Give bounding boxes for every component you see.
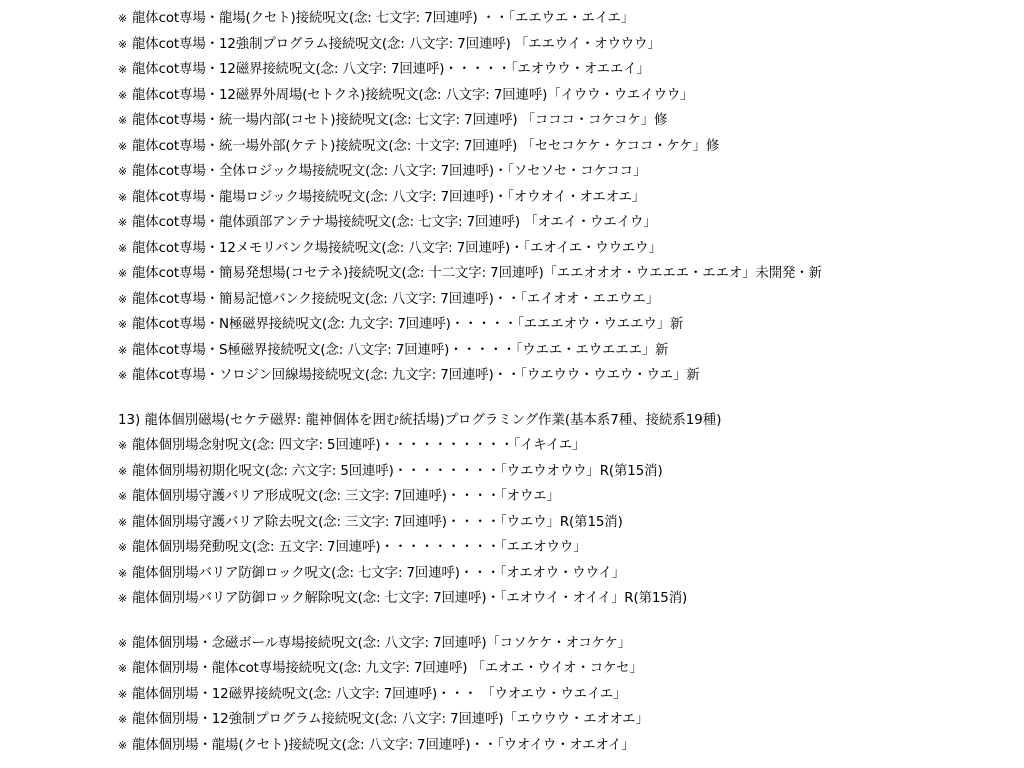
- text-line: ※ 龍体cot専場・12メモリバンク場接続呪文(念: 八文字: 7回連呼)・「エオイエ・ウウエウ」: [118, 236, 1018, 262]
- reference-mark: ※: [118, 713, 128, 726]
- text-line: ※ 龍体個別場守護バリア除去呪文(念: 三文字: 7回連呼)・・・・「ウエウ」R(第15消): [118, 510, 1018, 536]
- text-line: ※ 龍体個別場・龍体cot専場接続呪文(念: 九文字: 7回連呼) 「エオエ・ウイオ・コケセ」: [118, 656, 1018, 682]
- text-line: ※ 龍体cot専場・龍場(クセト)接続呪文(念: 七文字: 7回連呼) ・・「エエウエ・エイエ」: [118, 6, 1018, 32]
- text-line: ※ 龍体個別場・12強制プログラム接続呪文(念: 八文字: 7回連呼)「エウウウ・エオオエ」: [118, 707, 1018, 733]
- text-line: ※ 龍体cot専場・12強制プログラム接続呪文(念: 八文字: 7回連呼) 「エエウイ・オウウウ」: [118, 32, 1018, 58]
- text-line: ※ 龍体cot専場・簡易記憶バンク接続呪文(念: 八文字: 7回連呼)・・「エイオオ・エエウエ」: [118, 287, 1018, 313]
- reference-mark: ※: [118, 369, 128, 382]
- section-a: [118, 6, 1018, 389]
- paragraph-gap: [118, 389, 1018, 408]
- text-line: ※ 龍体cot専場・S極磁界接続呪文(念: 八文字: 7回連呼)・・・・・「ウエエ・エウエエエ」新: [118, 338, 1018, 364]
- reference-mark: ※: [118, 687, 128, 701]
- section-b: [118, 408, 1018, 612]
- reference-mark: ※: [118, 241, 128, 255]
- text-line: ※ 龍体cot専場・ソロジン回線場接続呪文(念: 九文字: 7回連呼)・・「ウエウウ・ウエウ・ウエ」新: [118, 363, 1018, 389]
- document-body: [118, 6, 1018, 758]
- text-line: ※ 龍体個別場発動呪文(念: 五文字: 7回連呼)・・・・・・・・・「エエオウウ」: [118, 535, 1018, 561]
- reference-mark: ※: [118, 12, 128, 25]
- section-c: [118, 631, 1018, 759]
- reference-mark: ※: [118, 636, 128, 650]
- text-line: ※ 龍体個別場守護バリア形成呪文(念: 三文字: 7回連呼)・・・・「オウエ」: [118, 484, 1018, 510]
- reference-mark: ※: [118, 165, 128, 178]
- reference-mark: ※: [118, 566, 128, 580]
- text-line: ※ 龍体cot専場・12磁界外周場(セトクネ)接続呪文(念: 八文字: 7回連呼)「イウウ・ウエイウウ」: [118, 83, 1018, 109]
- reference-mark: ※: [118, 343, 128, 357]
- reference-mark: ※: [118, 738, 128, 752]
- text-line: ※ 龍体個別場バリア防御ロック解除呪文(念: 七文字: 7回連呼)・「エオウイ・オイイ」R(第15消): [118, 586, 1018, 612]
- text-line: ※ 龍体cot専場・統一場内部(コセト)接続呪文(念: 七文字: 7回連呼) 「コココ・コケコケ」修: [118, 108, 1018, 134]
- reference-mark: ※: [118, 592, 128, 605]
- text-line: ※ 龍体cot専場・N極磁界接続呪文(念: 九文字: 7回連呼)・・・・・「エエエオウ・ウエエウ」新: [118, 312, 1018, 338]
- reference-mark: ※: [118, 318, 128, 331]
- reference-mark: ※: [118, 63, 128, 76]
- reference-mark: ※: [118, 139, 128, 153]
- reference-mark: ※: [118, 88, 128, 102]
- section-heading: 13) 龍体個別磁場(セケテ磁界: 龍神個体を囲む統括場)プログラミング作業(基本系7種、接続系19種): [118, 412, 722, 428]
- text-line: ※ 龍体cot専場・龍体頭部アンテナ場接続呪文(念: 七文字: 7回連呼) 「オエイ・ウエイウ」: [118, 210, 1018, 236]
- reference-mark: ※: [118, 190, 128, 204]
- text-line: ※ 龍体cot専場・簡易発想場(コセテネ)接続呪文(念: 十二文字: 7回連呼)「エエオオオ・ウエエエ・エエオ」未開発・新: [118, 261, 1018, 287]
- reference-mark: ※: [118, 267, 128, 280]
- text-line: ※ 龍体個別場・龍場(クセト)接続呪文(念: 八文字: 7回連呼)・・「ウオイウ・オエオイ」: [118, 733, 1018, 759]
- reference-mark: ※: [118, 464, 128, 478]
- text-line: ※ 龍体cot専場・全体ロジック場接続呪文(念: 八文字: 7回連呼)・「ソセソセ・コケココ」: [118, 159, 1018, 185]
- text-line: ※ 龍体個別場バリア防御ロック呪文(念: 七文字: 7回連呼)・・・「オエオウ・ウウイ」: [118, 561, 1018, 587]
- reference-mark: ※: [118, 292, 128, 306]
- reference-mark: ※: [118, 37, 128, 51]
- text-line: ※ 龍体個別場・12磁界接続呪文(念: 八文字: 7回連呼)・・・ 「ウオエウ・ウエイエ」: [118, 682, 1018, 708]
- paragraph-gap: [118, 612, 1018, 631]
- text-line: ※ 龍体cot専場・12磁界接続呪文(念: 八文字: 7回連呼)・・・・・「エオウウ・オエエイ」: [118, 57, 1018, 83]
- text-line: ※ 龍体cot専場・龍場ロジック場接続呪文(念: 八文字: 7回連呼)・「オウオイ・オエオエ」: [118, 185, 1018, 211]
- text-line: ※ 龍体cot専場・統一場外部(ケテト)接続呪文(念: 十文字: 7回連呼) 「セセコケケ・ケココ・ケケ」修: [118, 134, 1018, 160]
- reference-mark: ※: [118, 515, 128, 529]
- text-line: ※ 龍体個別場初期化呪文(念: 六文字: 5回連呼)・・・・・・・・「ウエウオウウ」R(第15消): [118, 459, 1018, 485]
- reference-mark: ※: [118, 114, 128, 127]
- reference-mark: ※: [118, 490, 128, 503]
- text-line: ※ 龍体個別場念射呪文(念: 四文字: 5回連呼)・・・・・・・・・・「イキイエ」: [118, 433, 1018, 459]
- text-line: ※ 龍体個別場・念磁ボール専場接続呪文(念: 八文字: 7回連呼)「コソケケ・オコケケ」: [118, 631, 1018, 657]
- reference-mark: ※: [118, 216, 128, 229]
- reference-mark: ※: [118, 662, 128, 675]
- reference-mark: ※: [118, 541, 128, 554]
- reference-mark: ※: [118, 439, 128, 452]
